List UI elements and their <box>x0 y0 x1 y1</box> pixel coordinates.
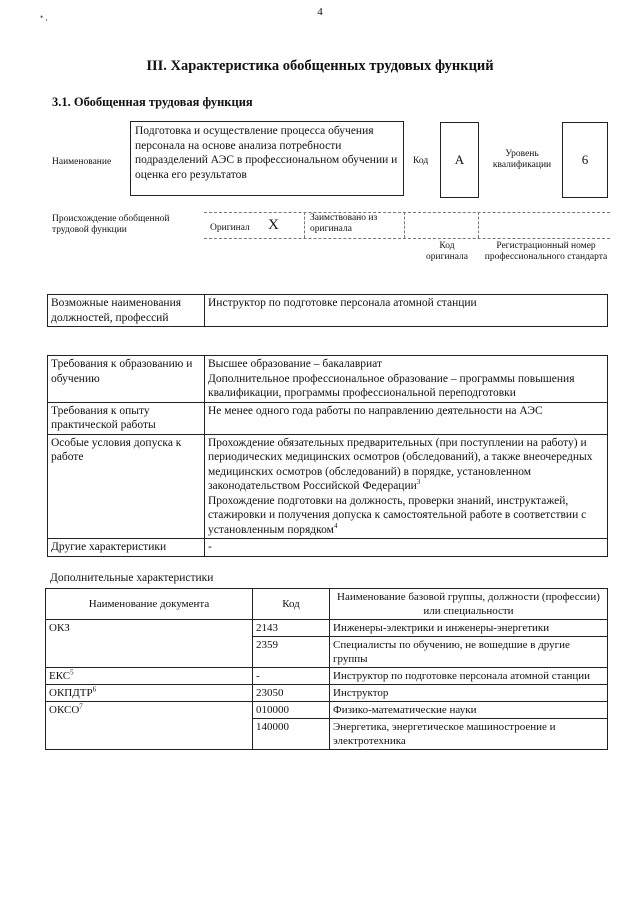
positions-value: Инструктор по подготовке персонала атомной станции <box>205 295 608 327</box>
page-number: 4 <box>317 6 323 18</box>
admission-text-medical: Прохождение обязательных предварительных (при поступлении на работу) и периодических медицинских осмотров (обследований), а также внеочередных медицинских осмотров (обследований) в порядке, установленном законодательством Российской Федерации <box>208 436 593 492</box>
group-name-cell: Инженеры-электрики и инженеры-энергетики <box>330 620 608 637</box>
footnote-ref: 3 <box>416 478 421 487</box>
original-mark: X <box>268 217 279 233</box>
document-name: ОКСО <box>49 704 80 716</box>
admission-text-training: Прохождение подготовки на должность, проверки знаний, инструктажей, стажировки и получения допуска к самостоятельной работе в соответствии с установленным порядком <box>208 494 587 536</box>
requirements-table <box>47 355 608 557</box>
table-row <box>46 668 608 685</box>
footnote-ref: 4 <box>333 521 338 530</box>
additional-table <box>45 588 608 750</box>
document-name: ОКЗ <box>49 622 70 634</box>
function-name-box: Подготовка и осуществление процесса обучения персонала на основе анализа потребности подразделений АЭС в профессиональном обучении и оценка его результатов <box>130 121 404 196</box>
table-row <box>48 434 608 539</box>
subsection-title: 3.1. Обобщенная трудовая функция <box>52 95 253 109</box>
table-row <box>46 702 608 719</box>
admission-label: Особые условия допуска к работе <box>48 434 205 539</box>
group-name-cell: Инструктор <box>330 685 608 702</box>
group-name-cell: Энергетика, энергетическое машиностроение и электротехника <box>330 719 608 750</box>
education-label: Требования к образованию и обучению <box>48 356 205 403</box>
header-document: Наименование документа <box>46 589 253 620</box>
code-original-label: Код оригинала <box>426 241 468 262</box>
positions-table <box>47 294 608 327</box>
origin-divider <box>478 212 479 238</box>
table-row <box>46 685 608 702</box>
code-cell: 010000 <box>253 702 330 719</box>
document-cell <box>46 668 253 685</box>
scan-corner-mark: • , <box>40 12 48 22</box>
code-cell: - <box>253 668 330 685</box>
other-label: Другие характеристики <box>48 539 205 557</box>
origin-label: Происхождение обобщенной трудовой функции <box>52 214 170 235</box>
name-label: Наименование <box>52 157 112 167</box>
other-value: - <box>205 539 608 557</box>
qualification-level-box: 6 <box>562 122 608 198</box>
code-cell: 2143 <box>253 620 330 637</box>
code-label: Код <box>413 156 429 166</box>
code-cell: 140000 <box>253 719 330 750</box>
section-title: III. Характеристика обобщенных трудовых функций <box>146 58 494 74</box>
origin-divider <box>404 212 405 238</box>
code-value-box: A <box>440 122 479 198</box>
group-name-cell: Физико-математические науки <box>330 702 608 719</box>
education-value: Высшее образование – бакалавриат Дополнительное профессиональное образование – программы повышения квалификации, программы профессиональной переподготовки <box>205 356 608 403</box>
origin-top-line <box>204 212 610 213</box>
document-cell <box>46 702 253 750</box>
code-cell: 2359 <box>253 637 330 668</box>
experience-value: Не менее одного года работы по направлению деятельности на АЭС <box>205 402 608 434</box>
borrowed-label: Заимствовано из оригинала <box>310 213 378 234</box>
original-label: Оригинал <box>210 223 250 233</box>
code-cell: 23050 <box>253 685 330 702</box>
experience-label: Требования к опыту практической работы <box>48 402 205 434</box>
origin-divider <box>304 212 305 238</box>
document-cell <box>46 620 253 668</box>
admission-value <box>205 434 608 539</box>
table-row <box>48 402 608 434</box>
origin-bottom-line <box>204 238 610 239</box>
footnote-ref: 7 <box>79 702 83 711</box>
table-header-row <box>46 589 608 620</box>
document-name: ОКПДТР <box>49 687 93 699</box>
table-row <box>46 620 608 637</box>
qualification-level-label: Уровень квалификации <box>492 149 552 170</box>
group-name-cell: Специалисты по обучению, не вошедшие в другие группы <box>330 637 608 668</box>
additional-title: Дополнительные характеристики <box>50 572 214 584</box>
header-name: Наименование базовой группы, должности (профессии) или специальности <box>330 589 608 620</box>
reg-number-label: Регистрационный номер профессионального стандарта <box>484 241 608 262</box>
positions-row <box>48 295 608 327</box>
document-cell <box>46 685 253 702</box>
positions-label: Возможные наименования должностей, профессий <box>48 295 205 327</box>
footnote-ref: 6 <box>92 685 97 694</box>
document-name: ЕКС <box>49 670 71 682</box>
table-row <box>48 356 608 403</box>
group-name-cell: Инструктор по подготовке персонала атомной станции <box>330 668 608 685</box>
table-row <box>48 539 608 557</box>
footnote-ref: 5 <box>70 668 74 677</box>
header-code: Код <box>253 589 330 620</box>
